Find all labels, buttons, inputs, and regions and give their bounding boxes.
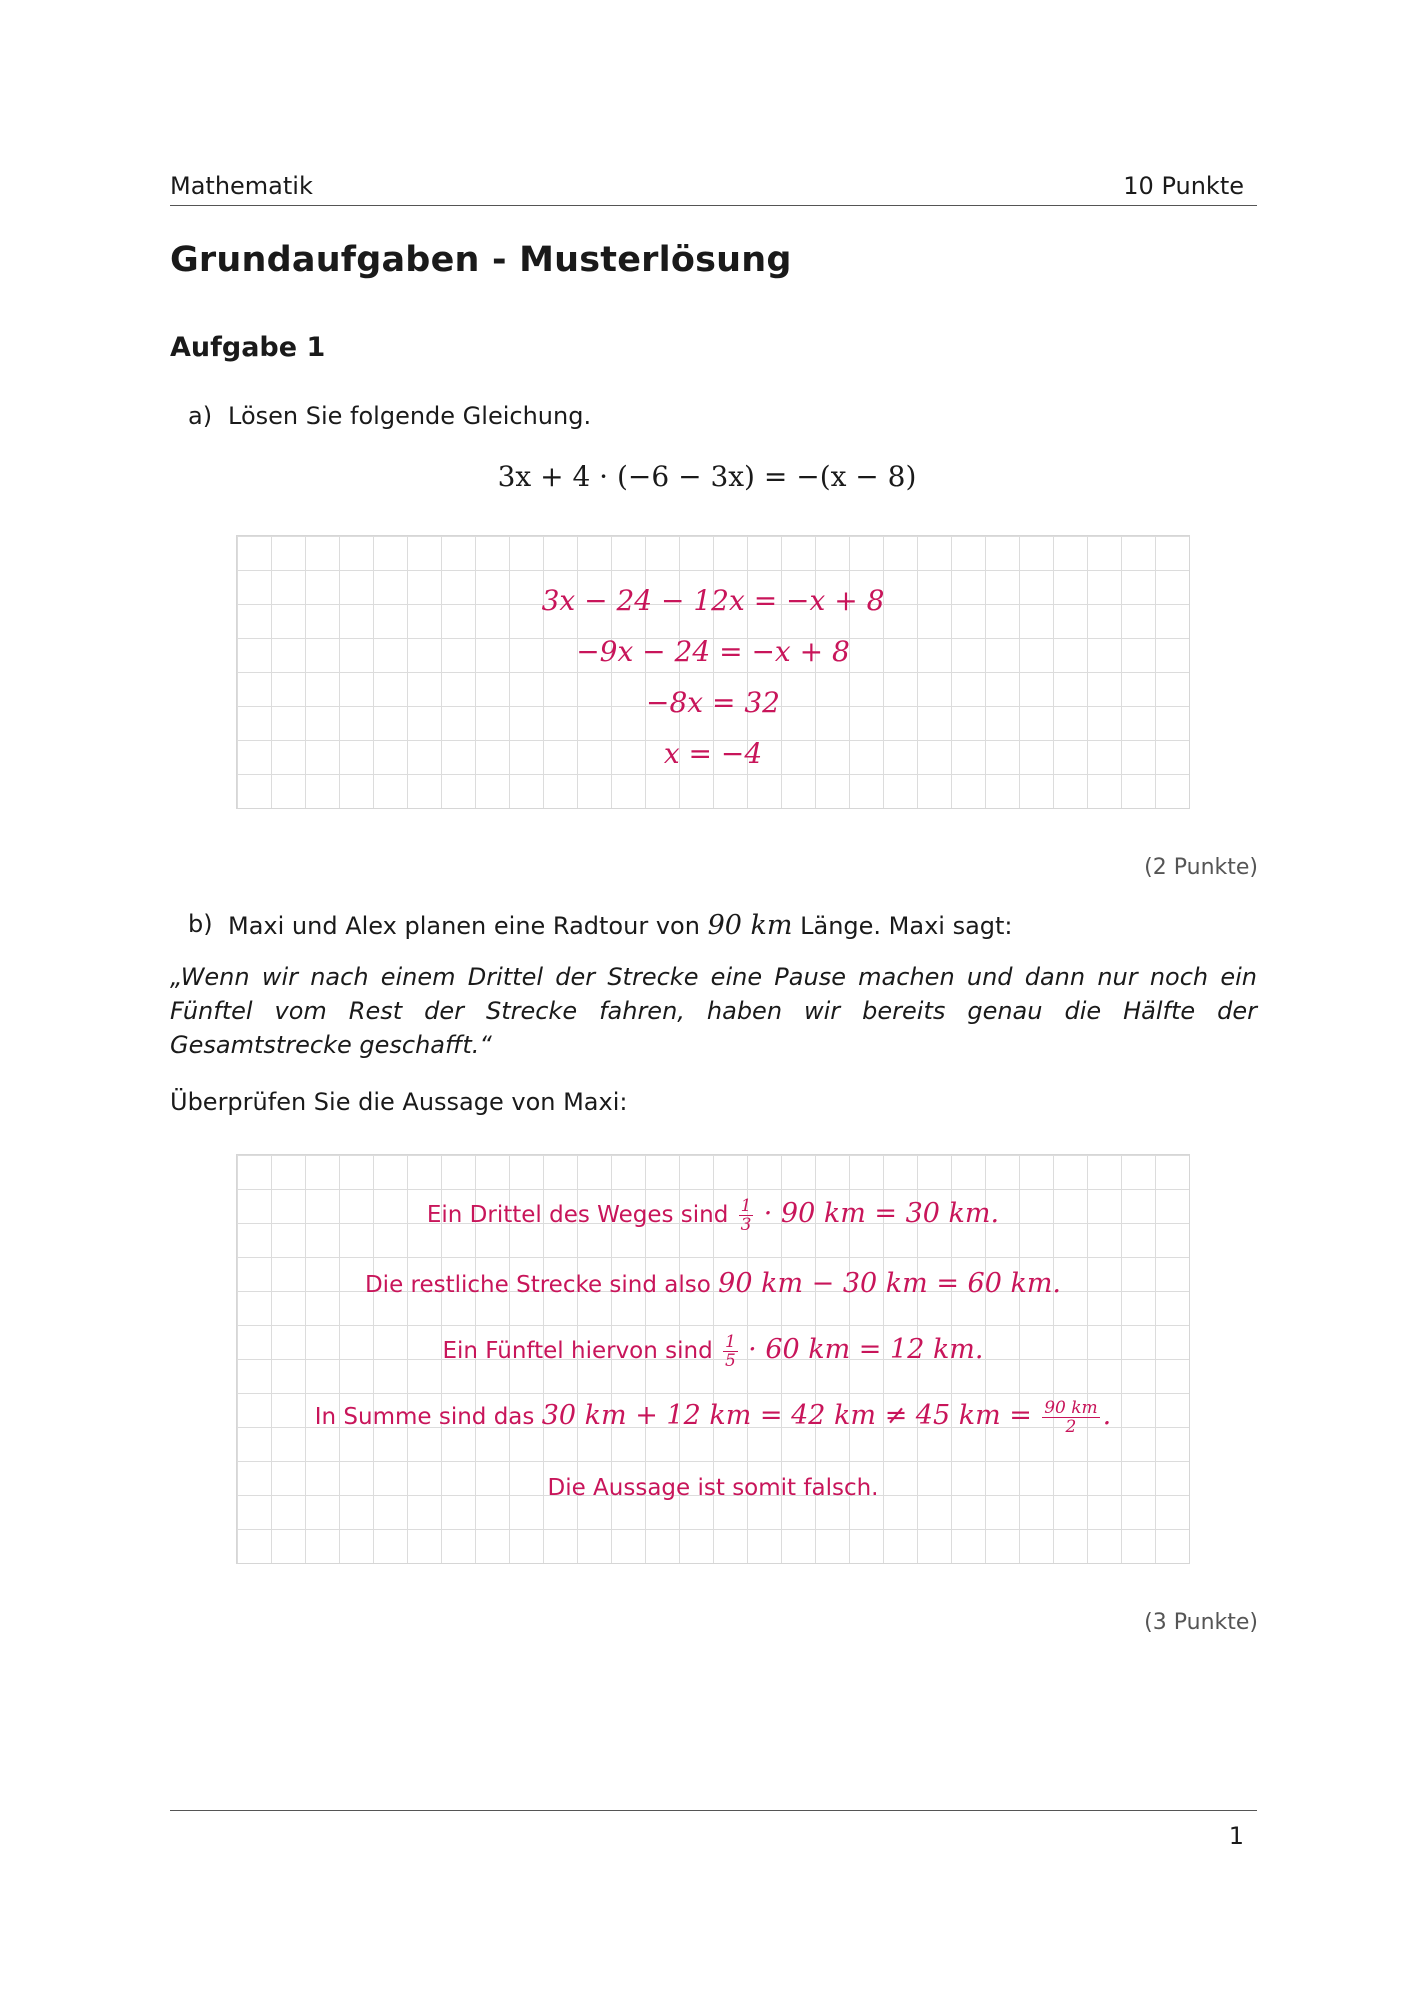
fraction-one-third: $\frac{1}{3}$ — [740, 1196, 752, 1235]
part-b-solution-grid — [236, 1154, 1190, 1564]
subject-header: Mathematik — [170, 172, 313, 200]
solution-line: Ein Drittel des Weges sind $\frac{1}{3}$ · 90 km = 30 km. — [426, 1196, 1000, 1235]
solution-line: 3x − 24 − 12x = −x + 8 — [541, 584, 885, 617]
solution-line: Die restliche Strecke sind also 90 km − 30 km = 60 km. — [364, 1268, 1062, 1299]
part-b-intro-text: Maxi und Alex planen eine Radtour von — [228, 912, 700, 940]
fraction-half-distance: $\frac{90 km}{2}$ — [1044, 1398, 1098, 1437]
points-total-header: 10 Punkte — [1123, 172, 1244, 200]
solution-conclusion: Die Aussage ist somit falsch. — [547, 1475, 879, 1501]
solution-line: −9x − 24 = −x + 8 — [576, 635, 850, 668]
page-number: 1 — [1228, 1822, 1244, 1850]
page-title: Grundaufgaben - Musterlösung — [170, 240, 792, 280]
part-b-label: b) — [188, 910, 213, 938]
solution-line: x = −4 — [663, 737, 763, 770]
solution-line: In Summe sind das 30 km + 12 km = 42 km ≠ 45 km = $\frac{90 km}{2}$ . — [314, 1398, 1112, 1437]
part-b-intro-text-end: Länge. Maxi sagt: — [800, 912, 1013, 940]
part-b-intro — [228, 910, 1013, 941]
maxi-quote: „Wenn wir nach einem Drittel der Strecke eine Pause machen und dann nur noch ein Fünftel vom Rest der Strecke fahren, haben wir bereits genau die Hälfte der Gesamtstrecke geschafft.“ — [170, 963, 1257, 1059]
footer-rule — [170, 1810, 1257, 1811]
header-rule — [170, 205, 1257, 206]
part-b-points: (3 Punkte) — [1144, 1610, 1258, 1635]
task-heading: Aufgabe 1 — [170, 332, 326, 363]
fraction-one-fifth: $\frac{1}{5}$ — [725, 1332, 736, 1371]
part-a-instruction: Lösen Sie folgende Gleichung. — [228, 402, 592, 430]
part-a-equation: 3x + 4 · (−6 − 3x) = −(x − 8) — [497, 460, 917, 493]
solution-line: Ein Fünftel hiervon sind $\frac{1}{5}$ · 60 km = 12 km. — [442, 1332, 984, 1371]
solution-line: −8x = 32 — [646, 686, 780, 719]
part-a-solution-grid — [236, 535, 1190, 809]
part-a-points: (2 Punkte) — [1144, 855, 1258, 880]
check-prompt: Überprüfen Sie die Aussage von Maxi: — [170, 1088, 628, 1116]
distance-value: 90 km — [707, 910, 793, 941]
part-a-label: a) — [188, 402, 213, 430]
